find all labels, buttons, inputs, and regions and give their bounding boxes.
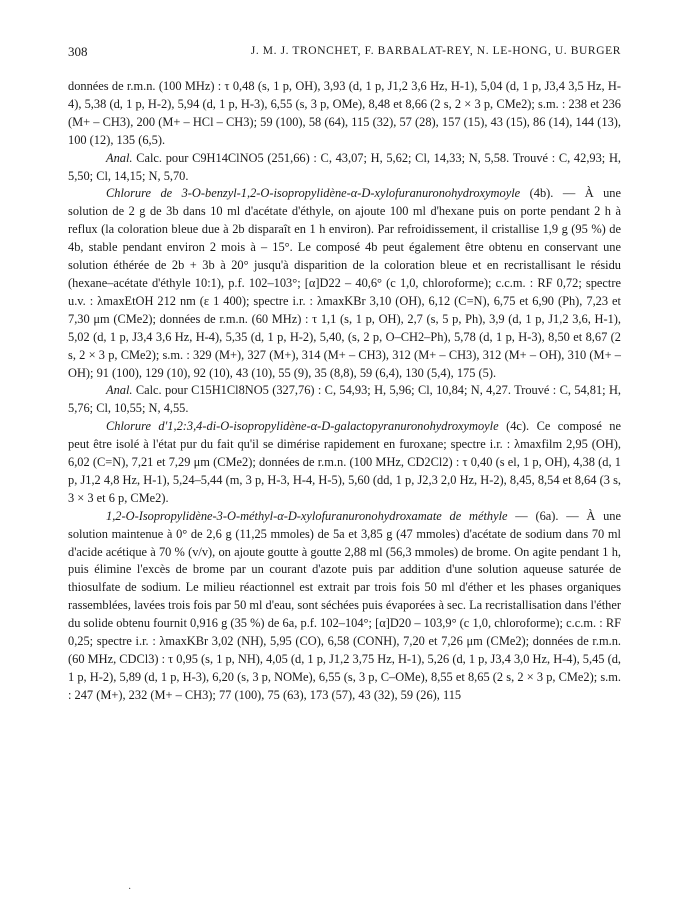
compound-title: 1,2-O-Isopropylidène-3-O-méthyl-α-D-xylofuranuronohydroxamate de méthyle: [106, 508, 508, 523]
paragraph-text: Calc. pour C15H1Cl8NO5 (327,76) : C, 54,93; H, 5,96; Cl, 10,84; N, 4,27. Trouvé : C, 54,81; H, 5,76; Cl, 10,55; N, 4,55.: [68, 383, 621, 416]
paragraph-analysis-2: [68, 382, 621, 418]
page-header: [68, 44, 621, 62]
paragraph-compound-6a: [68, 508, 621, 705]
paragraph-text: — (6a). — À une solution maintenue à 0° de 2,6 g (11,25 mmoles) de 5a et 3,85 g (47 mmoles) d'acétate de sodium dans 70 ml d'acide acétique à 70 % (v/v), on ajoute goutte à goutte 2,88 ml (56,3 mmoles) de brome. On agite pendant 1 h, puis élimine l'excès de brome par un courant d'azote puis par addition d'une solution aqueuse saturée de thiosulfate de sodium. Le milieu réactionnel est extrait par trois fois 50 ml d'éther et les phases organiques rassemblées, lavées trois fois par 50 ml d'eau, sont séchées puis évaporées à sec. La recristallisation dans l'éther du solide obtenu fournit 0,916 g (35 %) de 6a, p.f. 102–104°; [α]D20 – 103,9° (c 1,0, chloroforme); c.c.m. : RF 0,25; spectre i.r. : λmaxKBr 3,02 (NH), 5,95 (CO), 6,58 (CONH), 7,20 et 7,26 μm (CMe2); données de r.m.n. (60 MHz, CDCl3) : τ 0,95 (s, 1 p, NH), 4,05 (d, 1 p, J1,2 3,75 Hz, H-1), 5,26 (d, 1 p, J3,4 3,0 Hz, H-4), 5,45 (d, 1 p, H-2), 5,89 (d, 1 p, H-3), 6,20 (s, 3 p, NOMe), 6,55 (s, 3 p, C–OMe), 8,55 et 8,65 (2 s, 2 × 3 p, CMe2); s.m. : 247 (M+), 232 (M+ – CH3); 77 (100), 75 (63), 173 (57), 43 (32), 59 (26), 115: [68, 508, 621, 702]
paragraph-analysis-1: [68, 150, 621, 186]
page-number: 308: [68, 44, 88, 59]
footer-mark: ·: [128, 884, 132, 895]
analysis-label: Anal.: [106, 150, 133, 165]
compound-title: Chlorure d'1,2:3,4-di-O-isopropylidène-α-D-galactopyranuronohydroxymoyle: [106, 419, 499, 434]
paragraph-text: Calc. pour C9H14ClNO5 (251,66) : C, 43,07; H, 5,62; Cl, 14,33; N, 5,58. Trouvé : C, 42,93; H, 5,50; Cl, 14,15; N, 5,70.: [68, 150, 621, 183]
running-head-authors: J. M. J. TRONCHET, F. BARBALAT-REY, N. LE-HONG, U. BURGER: [250, 45, 621, 57]
article-body: [68, 78, 621, 705]
analysis-label: Anal.: [106, 383, 133, 398]
paragraph-nmr-continued: [68, 78, 621, 150]
paragraph-compound-4c: [68, 418, 621, 508]
compound-title: Chlorure de 3-O-benzyl-1,2-O-isopropylidène-α-D-xylofuranuronohydroxymoyle: [106, 186, 521, 201]
paragraph-text: données de r.m.n. (100 MHz) : τ 0,48 (s, 1 p, OH), 3,93 (d, 1 p, J1,2 3,6 Hz, H-1), 5,04 (d, 1 p, J3,4 3,5 Hz, H-4), 5,38 (d, 1 p, H-2), 5,94 (d, 1 p, H-3), 6,55 (s, 3 p, OMe), 8,48 et 8,66 (2 s, 2 × 3 p, CMe2); s.m. : 238 et 236 (M+ – CH3), 200 (M+ – HCl – CH3); 59 (100), 58 (64), 115 (32), 57 (28), 157 (15), 43 (15), 86 (14), 144 (13), 100 (12), 135 (6,5).: [68, 79, 621, 147]
paragraph-compound-4b: [68, 185, 621, 382]
paragraph-text: (4c). Ce composé ne peut être isolé à l'état pur du fait qu'il se dimérise rapidement en furoxane; spectre i.r. : λmaxfilm 2,95 (OH), 6,02 (C=N), 7,21 et 7,29 μm (CMe2); données de r.m.n. (100 MHz, CD2Cl2) : τ 0,40 (s el, 1 p, OH), 4,38 (d, 1 p, J1,2 4,8 Hz, H-1), 5,24–5,44 (m, 3 p, H-3, H-4, H-5), 5,60 (dd, 1 p, J2,3 2,0 Hz, H-2), 8,45, 8,54 et 8,64 (3 s, 3 × 3 et 6 p, CMe2).: [68, 419, 621, 505]
paragraph-text: (4b). — À une solution de 2 g de 3b dans 10 ml d'acétate d'éthyle, on ajoute 100 ml d'hexane puis on porte pendant 2 h à reflux (la coloration bleue due à 2b disparaît en 1 h environ). Par refroidissement, il cristallise 1,9 g (95 %) de 4b, stable pendant environ 2 mois à – 15°. Le composé 4b peut également être obtenu en conservant une solution éthérée de 2b + 3b à 20° jusqu'à disparition de la coloration bleue et en recristallisant le résidu (hexane–acétate d'éthyle 10:1), p.f. 102–103°; [α]D22 – 40,6° (c 1,0, chloroforme); c.c.m. : RF 0,72; spectre u.v. : λmaxEtOH 212 nm (ε 1 400); spectre i.r. : λmaxKBr 3,10 (OH), 6,12 (C=N), 6,75 et 6,90 (Ph), 7,23 et 7,30 μm (CMe2); données de r.m.n. (60 MHz) : τ 1,1 (s, 1 p, OH), 2,7 (s, 5 p, Ph), 3,9 (d, 1 p, J1,2 3,6, H-1), 5,02 (d, 1 p, J3,4 3,6 Hz, H-4), 5,35 (d, 1 p, H-2), 5,40, (s, 2 p, O–CH2–Ph), 5,78 (d, 1 p, H-3), 8,50 et 8,67 (2 s, 2 × 3 p, CMe2); s.m. : 329 (M+), 327 (M+), 314 (M+ – CH3), 312 (M+ – CH3), 312 (M+ – OH), 310 (M+ – OH); 91 (100), 129 (10), 92 (10), 43 (10), 55 (9), 35 (8,8), 59 (6,4), 130 (5,4), 175 (5).: [68, 186, 621, 380]
